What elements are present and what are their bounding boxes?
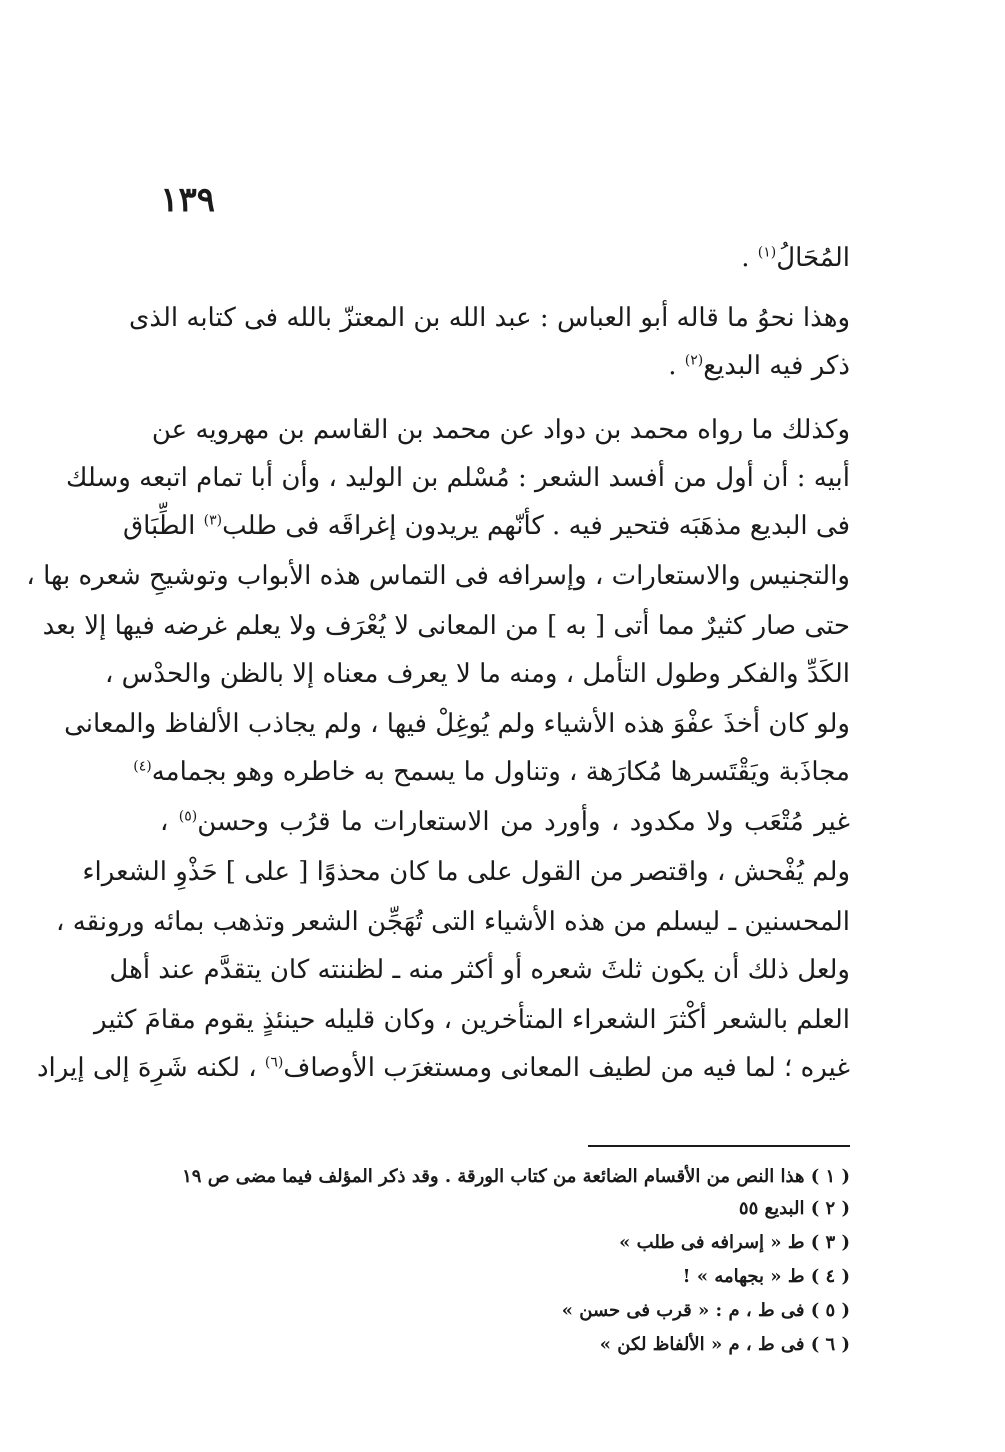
text-line [122,506,850,546]
line-text: حتى صار كثيرٌ مما أتى [ به ] من المعانى لا يُعْرَف ولا يعلم غرضه فيها إلا بعد [42,611,850,641]
page-number: ١٣٩ [160,180,215,220]
line-text: ولعل ذلك أن يكون ثلثَ شعره أو أكثر منه ـ لظننته كان يتقدَّم عند أهل [109,955,850,985]
text-line [151,410,850,450]
line-text: المُحَالُ [776,243,850,273]
line-tail: ، [160,807,179,837]
text-line [64,704,850,744]
footnote-ref: (٥) [178,808,198,825]
text-line [26,556,850,596]
text-line [160,346,850,386]
line-text: ذكر فيه البديع [703,351,850,381]
line-text: غير مُتْعَب ولا مكدود ، وأورد من الاستعارات ما قرُب وحسن [197,807,850,837]
footnote: ( ٢ ) البديع ٥٥ [738,1198,850,1219]
line-text: المحسنين ـ ليسلم من هذه الأشياء التى تُهَجِّن الشعر وتذهب بمائه ورونقه ، [56,907,850,937]
text-line [133,752,850,792]
line-text: ولم يُفْحش ، واقتصر من القول على ما كان محذوًا [ على ] حَذْوِ الشعراء [82,857,850,887]
footnote: ( ١ ) هذا النص من الأقسام الضائعة من كتاب الورقة . وقد ذكر المؤلف فيما مضى ص ١٩ [182,1166,850,1187]
line-text: فى البديع مذهَبَه فتحير فيه . كأنّهم يريدون إغراقَه فى طلب [222,511,850,541]
footnote: ( ٣ ) ط « إسرافه فى طلب » [619,1232,850,1253]
line-text: الكَدِّ والفكر وطول التأمل ، ومنه ما لا يعرف معناه إلا بالظن والحدْس ، [104,659,850,689]
footnote-ref: (١) [757,244,777,261]
text-line [160,238,850,278]
line-text: أبيه : أن أول من أفسد الشعر : مُسْلم بن الوليد ، وأن أبا تمام اتبعه وسلك [65,463,850,493]
text-line [94,1000,850,1040]
text-line [160,802,850,842]
footnote-ref: (٣) [203,512,223,529]
line-tail: . [668,351,685,381]
line-text: العلم بالشعر أكْثرَ الشعراء المتأخرين ، وكان قليله حينئذٍ يقوم مقامَ كثير [94,1005,850,1035]
line-text: وكذلك ما رواه محمد بن دواد عن محمد بن القاسم بن مهرويه عن [151,415,850,445]
text-line [109,950,850,990]
line-text: ولو كان أخذَ عفْوَ هذه الأشياء ولم يُوغِلْ فيها ، ولم يجاذب الألفاظ والمعانى [64,709,850,739]
line-text: غيره ؛ لما فيه من لطيف المعانى ومستغرَب الأوصاف [283,1053,850,1083]
footnote-ref: (٦) [264,1054,284,1071]
line-tail: الطِّبَاق [122,511,204,541]
footnote: ( ٥ ) فى ط ، م : « قرب فى حسن » [561,1300,850,1321]
text-line [82,852,850,892]
line-text: وهذا نحوُ ما قاله أبو العباس : عبد الله بن المعتزّ بالله فى كتابه الذى [128,303,850,333]
line-text: مجاذَبة ويَقْتَسرها مُكارَهة ، وتناول ما يسمح به خاطره وهو بجمامه [151,757,850,787]
text-line [36,1048,850,1088]
footnote-separator [588,1145,850,1147]
footnote: ( ٦ ) فى ط ، م « الألفاظ لكن » [599,1334,850,1355]
line-tail: . [741,243,758,273]
line-tail: ، لكنه شَرِهَ إلى إيراد [36,1053,265,1083]
text-line [42,606,850,646]
text-line [56,902,850,942]
footnote-ref: (٢) [684,352,704,369]
line-text: والتجنيس والاستعارات ، وإسرافه فى التماس هذه الأبواب وتوشيحِ شعره بها ، [26,561,850,591]
footnote-ref: (٤) [133,758,152,775]
text-line [65,458,850,498]
text-line [128,298,850,338]
footnote: ( ٤ ) ط « بجهامه » ! [682,1266,850,1287]
text-line [104,654,850,694]
